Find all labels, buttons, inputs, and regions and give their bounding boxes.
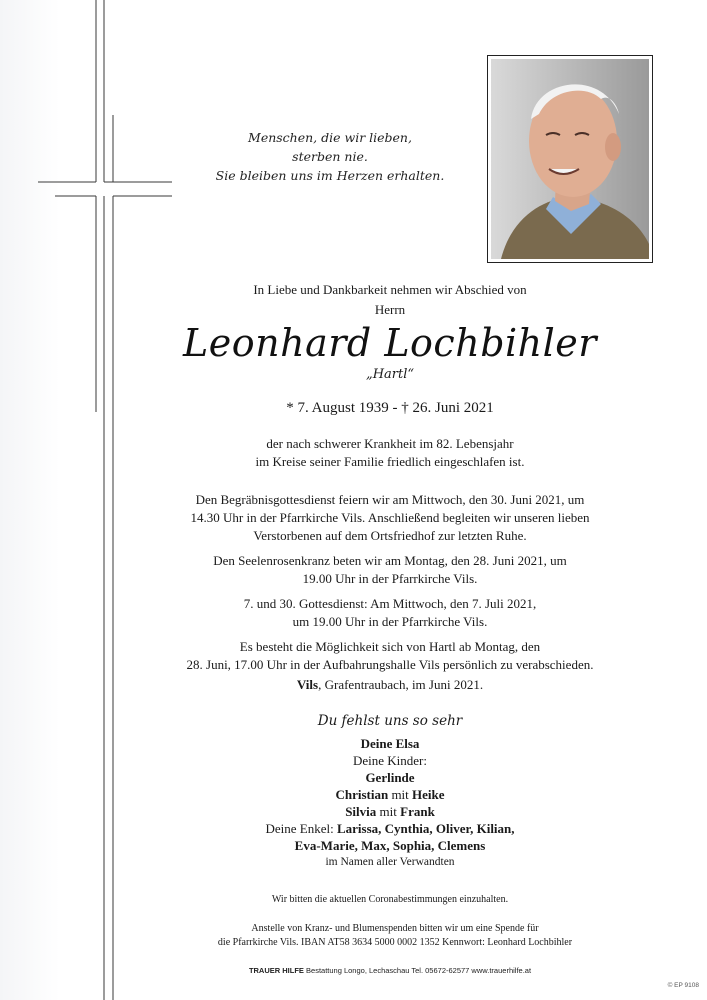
partner-name: Frank [400,804,435,819]
partner-name: Heike [412,787,445,802]
portrait-photo [487,55,653,263]
memorial-quote [215,128,445,185]
quote-line: Menschen, die wir lieben, [248,130,412,145]
intro-line: In Liebe und Dankbarkeit nehmen wir Abschied von [253,282,527,297]
funeral-details [155,491,625,681]
text-line: Den Seelenrosenkranz beten wir am Montag, den 28. Juni 2021, um [213,553,567,568]
donation-line: Anstelle von Kranz- und Blumenspenden bitten wir um eine Spende für [251,923,539,934]
place-name: Vils [296,677,319,692]
children-label: Deine Kinder: [352,753,427,768]
footer-brand: TRAUER HILFE [248,966,304,975]
undertaker-footer [170,966,610,976]
death-note-line: im Kreise seiner Familie friedlich eingeschlafen ist. [255,454,525,469]
text-line: um 19.00 Uhr in der Pfarrkirche Vils. [292,614,488,629]
text-line: Es besteht die Möglichkeit sich von Hartl ab Montag, den [239,639,541,654]
relatives-note: im Namen aller Verwandten [325,856,455,868]
mass-paragraph [155,595,625,631]
child-name: Christian [335,787,389,802]
intro-text [170,280,610,320]
connector: mit [376,804,401,819]
grandchildren-names: Larissa, Cynthia, Oliver, Kilian, [336,821,515,836]
grandchildren-names: Eva-Marie, Max, Sophia, Clemens [294,838,486,853]
text-line: 28. Juni, 17.00 Uhr in der Aufbahrungshalle Vils persönlich zu verabschieden. [186,657,594,672]
corona-note: Wir bitten die aktuellen Coronabestimmungen einzuhalten. [271,894,509,905]
death-note [170,435,610,471]
text-line: Verstorbenen auf dem Ortsfriedhof zur letzten Ruhe. [253,528,527,543]
text-line: Den Begräbnisgottesdienst feiern wir am Mittwoch, den 30. Juni 2021, um [195,492,585,507]
child-name: Silvia [345,804,377,819]
text-line: 14.30 Uhr in der Pfarrkirche Vils. Anschließend begleiten wir unseren lieben [190,510,590,525]
footer-contact: Bestattung Longo, Lechaschau Tel. 05672-62577 www.trauerhilfe.at [303,966,532,975]
intro-salutation: Herrn [374,302,406,317]
death-note-line: der nach schwerer Krankheit im 82. Lebensjahr [266,436,514,451]
connector: mit [388,787,413,802]
donation-note [160,922,630,950]
deceased-name: Leonhard Lochbihler [183,321,597,365]
child-name: Gerlinde [365,770,415,785]
place-date [170,676,610,694]
text-line: 7. und 30. Gottesdienst: Am Mittwoch, den 7. Juli 2021, [243,596,537,611]
grandchildren-label: Deine Enkel: [265,821,337,836]
place-rest: , Grafentraubach, im Juni 2021. [318,677,484,692]
miss-you-line: Du fehlst uns so sehr [317,713,463,729]
viewing-paragraph [155,638,625,674]
text-line: 19.00 Uhr in der Pfarrkirche Vils. [302,571,478,586]
wife-name: Deine Elsa [360,736,420,751]
funeral-paragraph [155,491,625,545]
life-dates: * 7. August 1939 - † 26. Juni 2021 [286,400,494,416]
print-code: © EP 9108 [667,982,699,989]
donation-line: die Pfarrkirche Vils. IBAN AT58 3634 5000 0002 1352 Kennwort: Leonhard Lochbihler [217,937,573,948]
portrait-image [491,59,649,259]
quote-line: Sie bleiben uns im Herzen erhalten. [215,168,445,183]
deceased-nickname: „Hartl“ [365,367,415,382]
quote-line: sterben nie. [292,149,368,164]
rosary-paragraph [155,552,625,588]
family-list [170,735,610,871]
